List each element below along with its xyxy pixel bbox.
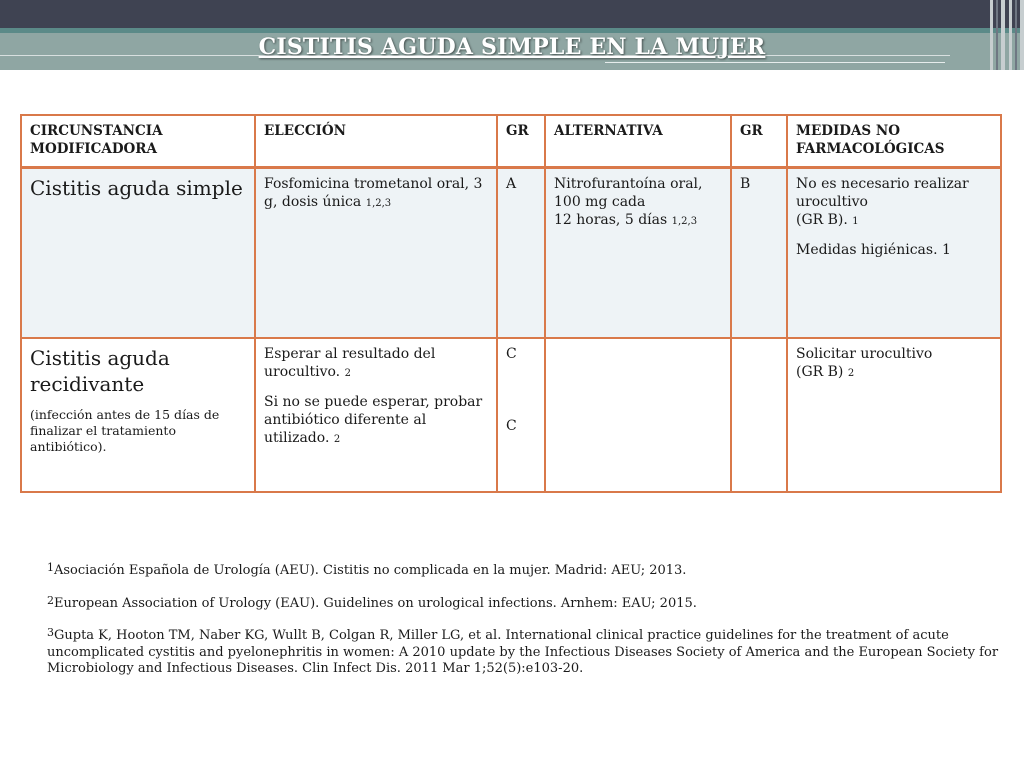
cell-alternativa <box>545 338 731 492</box>
reference-number: 2 <box>47 593 54 607</box>
medidas-line: (GR B) <box>796 364 844 380</box>
cell-eleccion <box>255 168 497 339</box>
reference-number: 3 <box>47 626 54 639</box>
references-list <box>47 560 1007 691</box>
reference-item <box>47 593 1007 613</box>
cell-gr: A <box>497 168 545 339</box>
header-gr: GR <box>731 115 787 168</box>
cell-gr <box>497 338 545 492</box>
header-gr: GR <box>497 115 545 168</box>
condition-note: (infección antes de 15 días de finalizar el tratamiento antibiótico). <box>30 407 220 454</box>
header-circunstancia: CIRCUNSTANCIA MODIFICADORA <box>21 115 255 168</box>
eleccion-text: antibiótico diferente al utilizado. <box>264 412 427 446</box>
cell-gr: B <box>731 168 787 339</box>
table-header-row <box>21 115 1001 168</box>
banner-decor-line <box>605 62 945 63</box>
reference-item <box>47 560 1007 580</box>
reference-marker: 2 <box>344 368 351 379</box>
slide-title-text: CISTITIS AGUDA SIMPLE EN LA MUJER <box>258 34 766 60</box>
reference-text: European Association of Urology (EAU). Guidelines on urological infections. Arnhem: EAU; 2015. <box>54 595 697 611</box>
cell-gr <box>731 338 787 492</box>
medidas-line: No es necesario realizar urocultivo <box>796 176 969 210</box>
treatment-table <box>20 114 1002 493</box>
reference-marker: 2 <box>333 434 341 445</box>
header-eleccion: ELECCIÓN <box>255 115 497 168</box>
cell-alternativa <box>545 168 731 339</box>
reference-marker: 1 <box>852 216 859 227</box>
medidas-line: Medidas higiénicas. 1 <box>796 242 951 258</box>
grade-value: C <box>506 418 517 434</box>
eleccion-text: Si no se puede esperar, probar <box>264 394 483 410</box>
slide-title <box>0 34 1024 60</box>
condition-label: Cistitis aguda simple <box>30 176 243 200</box>
banner-top-band <box>0 0 1024 28</box>
reference-marker: 2 <box>847 368 855 379</box>
reference-item <box>47 625 1007 678</box>
cell-circunstancia <box>21 338 255 492</box>
reference-marker: 1,2,3 <box>365 198 392 209</box>
eleccion-text: Esperar al resultado del urocultivo. <box>264 346 436 380</box>
header-medidas: MEDIDAS NO FARMACOLÓGICAS <box>787 115 1001 168</box>
reference-marker: 1,2,3 <box>671 216 698 227</box>
cell-medidas <box>787 168 1001 339</box>
header-alternativa: ALTERNATIVA <box>545 115 731 168</box>
medidas-line: Solicitar urocultivo <box>796 346 933 362</box>
eleccion-text: Fosfomicina trometanol oral, 3 g, dosis única <box>264 176 483 210</box>
alternativa-line: 12 horas, 5 días <box>554 212 668 228</box>
alternativa-line: Nitrofurantoína oral, 100 mg cada <box>554 176 703 210</box>
table-row <box>21 168 1001 339</box>
reference-text: Gupta K, Hooton TM, Naber KG, Wullt B, Colgan R, Miller LG, et al. International clinical practice guidelines for the treatment of acute uncomplicated cystitis and pyelonephritis in women: A 2010 update by the Infectious Diseases Society of America and the European Society for Microbiology and Infectious Diseases. Clin Infect Dis. 2011 Mar 1;52(5):e103-20. <box>47 628 999 676</box>
condition-label: Cistitis aguda recidivante <box>30 346 170 396</box>
cell-eleccion <box>255 338 497 492</box>
cell-medidas <box>787 338 1001 492</box>
cell-circunstancia <box>21 168 255 339</box>
medidas-line: (GR B). <box>796 212 848 228</box>
reference-number: 1 <box>47 561 54 574</box>
grade-value: C <box>506 346 517 362</box>
table-row <box>21 338 1001 492</box>
reference-text: Asociación Española de Urología (AEU). Cistitis no complicada en la mujer. Madrid: AEU; 2013. <box>54 563 687 578</box>
